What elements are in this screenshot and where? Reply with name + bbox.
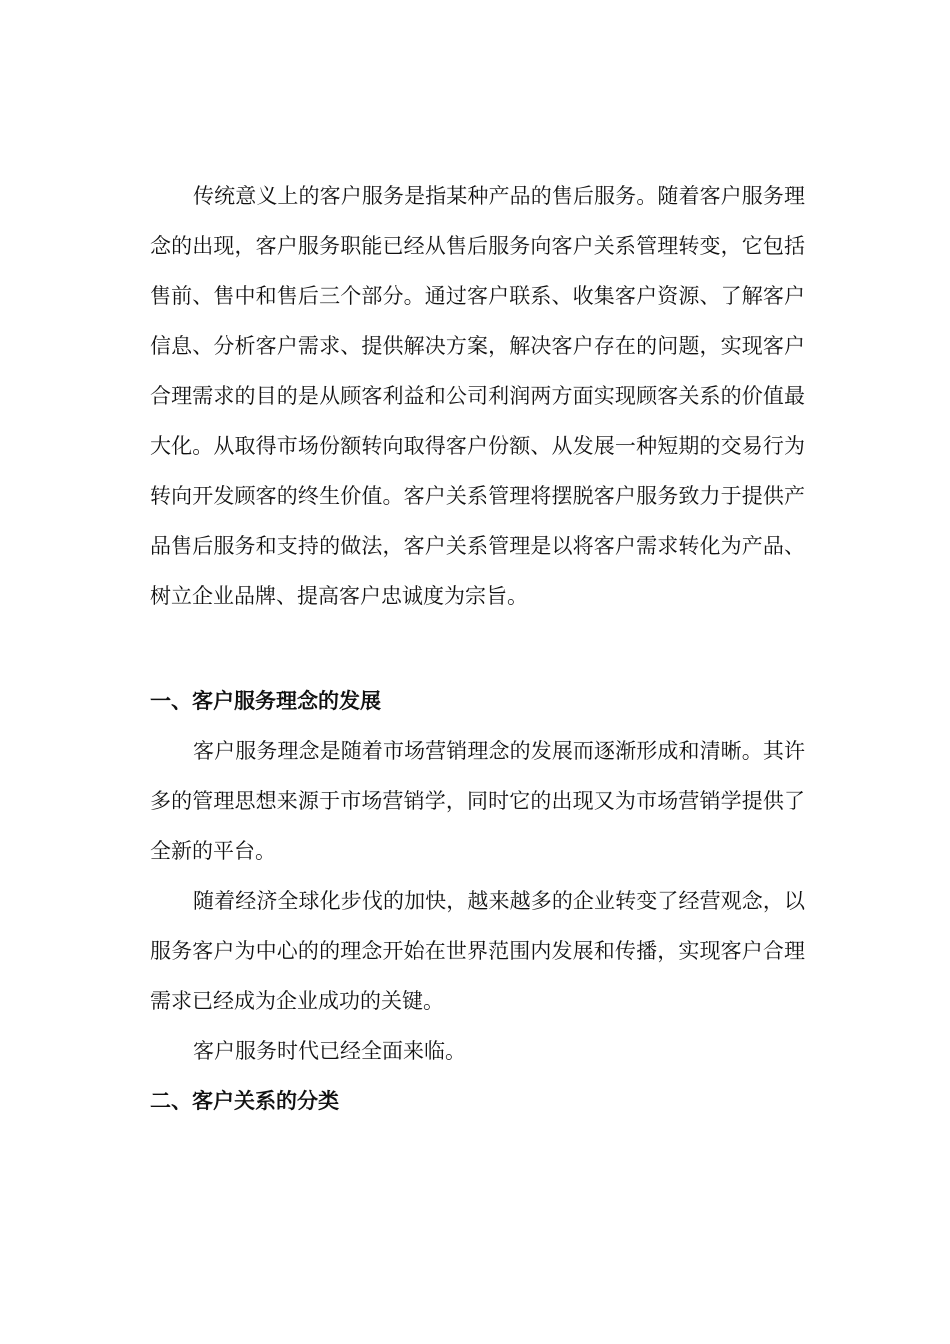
section-heading-2: 二、客户关系的分类 (150, 1088, 339, 1113)
section-1-paragraph-1: 客户服务理念是随着市场营销理念的发展而逐渐形成和清晰。其许多的管理思想来源于市场营销学，同时它的出现又为市场营销学提供了全新的平台。 (150, 739, 805, 863)
document-body (150, 171, 805, 1126)
section-1-paragraph-2: 随着经济全球化步伐的加快，越来越多的企业转变了经营观念，以服务客户为中心的的理念开始在世界范围内发展和传播，实现客户合理需求已经成为企业成功的关键。 (150, 889, 805, 1013)
intro-paragraph: 传统意义上的客户服务是指某种产品的售后服务。随着客户服务理念的出现，客户服务职能已经从售后服务向客户关系管理转变，它包括售前、售中和售后三个部分。通过客户联系、收集客户资源、了解客户信息、分析客户需求、提供解决方案，解决客户存在的问题，实现客户合理需求的目的是从顾客利益和公司利润两方面实现顾客关系的价值最大化。从取得市场份额转向取得客户份额、从发展一种短期的交易行为转向开发顾客的终生价值。客户关系管理将摆脱客户服务致力于提供产品售后服务和支持的做法，客户关系管理是以将客户需求转化为产品、树立企业品牌、提高客户忠诚度为宗旨。 (150, 184, 805, 608)
section-1-paragraph-3: 客户服务时代已经全面来临。 (193, 1039, 466, 1063)
section-heading-1: 一、客户服务理念的发展 (150, 688, 381, 713)
